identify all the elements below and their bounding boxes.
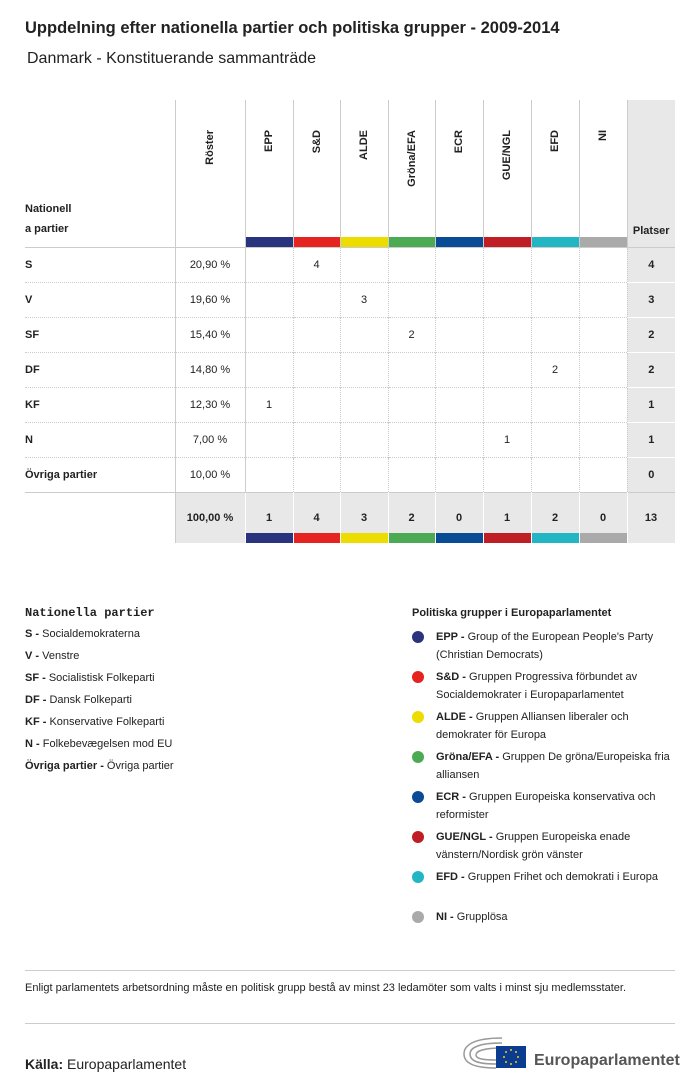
group-total-value: 0 bbox=[599, 512, 607, 524]
group-color-bar bbox=[436, 533, 483, 543]
group-seats bbox=[388, 423, 435, 458]
group-color-bar bbox=[484, 237, 531, 247]
header-group bbox=[340, 100, 388, 248]
legend-group-item bbox=[412, 868, 682, 908]
group-color-bar bbox=[389, 533, 435, 543]
total-seats: 2 bbox=[627, 353, 675, 388]
group-label: ALDE bbox=[358, 130, 370, 160]
legend-abbr: ALDE - bbox=[436, 711, 473, 723]
group-color-dot-icon bbox=[412, 751, 424, 763]
group-seats bbox=[435, 388, 483, 423]
legend-abbr: GUE/NGL - bbox=[436, 831, 493, 843]
group-seats bbox=[531, 248, 579, 283]
legend-group-item bbox=[412, 708, 682, 748]
legend-name: Gruppen Europeiska konservativa och reformister bbox=[436, 791, 656, 821]
group-seats bbox=[293, 423, 340, 458]
logo-text: Europaparlamentet bbox=[534, 1052, 680, 1069]
header-party bbox=[25, 100, 175, 248]
legend-party-item bbox=[25, 672, 174, 694]
legend-group-item bbox=[412, 668, 682, 708]
table-row bbox=[25, 248, 675, 283]
legend-groups-heading: Politiska grupper i Europaparlamentet bbox=[412, 607, 612, 619]
group-seats bbox=[293, 283, 340, 318]
legend-parties-heading: Nationella partier bbox=[25, 606, 155, 620]
page-title: Uppdelning efter nationella partier och politiska grupper - 2009-2014 bbox=[25, 19, 560, 37]
group-seats bbox=[340, 423, 388, 458]
legend-abbr: S&D - bbox=[436, 671, 466, 683]
legend-abbr: N - bbox=[25, 738, 40, 750]
group-color-dot-icon bbox=[412, 631, 424, 643]
group-total bbox=[579, 493, 627, 544]
legend-abbr: SF - bbox=[25, 672, 46, 684]
legend-party-item bbox=[25, 650, 174, 672]
header-party-label: Nationella partier bbox=[25, 203, 72, 235]
group-seats bbox=[245, 318, 293, 353]
legend-name: Gruppen Frihet och demokrati i Europa bbox=[467, 871, 658, 883]
group-total bbox=[340, 493, 388, 544]
group-label: GUE/NGL bbox=[501, 130, 513, 181]
party-name: V bbox=[25, 283, 175, 318]
group-color-dot-icon bbox=[412, 831, 424, 843]
seat-table bbox=[25, 100, 676, 543]
group-total bbox=[293, 493, 340, 544]
group-seats bbox=[293, 353, 340, 388]
group-label: Gröna/EFA bbox=[405, 130, 418, 187]
group-seats bbox=[531, 423, 579, 458]
group-color-dot-icon bbox=[412, 911, 424, 923]
header-group bbox=[483, 100, 531, 248]
group-color-dot-icon bbox=[412, 671, 424, 683]
legend-abbr: EFD - bbox=[436, 871, 465, 883]
header-votes bbox=[175, 100, 245, 248]
table-row bbox=[25, 283, 675, 318]
footnote: Enligt parlamentets arbetsordning måste en politisk grupp bestå av minst 23 ledamöter som valts i minst sju medlemsstater. bbox=[25, 970, 675, 1024]
legend-party-item bbox=[25, 628, 174, 650]
legend-abbr: Gröna/EFA - bbox=[436, 751, 500, 763]
group-seats bbox=[293, 458, 340, 493]
header-group bbox=[531, 100, 579, 248]
party-name: DF bbox=[25, 353, 175, 388]
group-total-value: 3 bbox=[360, 512, 368, 524]
vote-share: 12,30 % bbox=[175, 388, 245, 423]
group-total bbox=[483, 493, 531, 544]
header-group bbox=[579, 100, 627, 248]
vote-share: 7,00 % bbox=[175, 423, 245, 458]
group-seats bbox=[435, 283, 483, 318]
group-color-bar bbox=[294, 237, 340, 247]
table-row bbox=[25, 458, 675, 493]
group-seats bbox=[531, 388, 579, 423]
group-total-value: 4 bbox=[313, 512, 320, 524]
total-seats: 1 bbox=[627, 423, 675, 458]
group-color-bar bbox=[246, 237, 293, 247]
legend-party-item bbox=[25, 716, 174, 738]
party-name: SF bbox=[25, 318, 175, 353]
group-seats bbox=[435, 353, 483, 388]
legend-name: Gruppen Europeiska enade vänstern/Nordisk grön vänster bbox=[436, 831, 631, 861]
legend-name: Socialistisk Folkeparti bbox=[48, 672, 155, 684]
group-total-value: 2 bbox=[551, 512, 559, 524]
group-total-value: 1 bbox=[503, 512, 511, 524]
total-votes: 100,00 % bbox=[175, 493, 245, 544]
group-total bbox=[435, 493, 483, 544]
group-label: EFD bbox=[549, 130, 561, 152]
group-seats: 1 bbox=[483, 423, 531, 458]
legend-name: Gruppen Alliansen liberaler och demokrater för Europa bbox=[436, 711, 629, 741]
page-subtitle: Danmark - Konstituerande sammanträde bbox=[27, 50, 317, 67]
group-total-value: 0 bbox=[455, 512, 463, 524]
source bbox=[25, 1056, 186, 1072]
group-seats bbox=[388, 458, 435, 493]
header-group bbox=[388, 100, 435, 248]
group-seats bbox=[483, 318, 531, 353]
legend-party-item bbox=[25, 738, 174, 760]
legend-abbr: NI - bbox=[436, 911, 454, 923]
total-seats: 2 bbox=[627, 318, 675, 353]
group-color-bar bbox=[580, 237, 627, 247]
group-seats bbox=[579, 318, 627, 353]
group-seats: 3 bbox=[340, 283, 388, 318]
group-seats bbox=[435, 423, 483, 458]
vote-share: 19,60 % bbox=[175, 283, 245, 318]
group-seats bbox=[388, 248, 435, 283]
group-total-value: 2 bbox=[408, 512, 415, 524]
group-seats bbox=[579, 248, 627, 283]
legend-abbr: ECR - bbox=[436, 791, 466, 803]
group-seats bbox=[483, 283, 531, 318]
group-total bbox=[531, 493, 579, 544]
group-seats bbox=[340, 318, 388, 353]
legend-abbr: DF - bbox=[25, 694, 47, 706]
group-color-bar bbox=[436, 237, 483, 247]
group-seats bbox=[435, 458, 483, 493]
group-seats bbox=[579, 388, 627, 423]
legend-name: Socialdemokraterna bbox=[42, 628, 140, 640]
group-seats bbox=[245, 423, 293, 458]
party-name: S bbox=[25, 248, 175, 283]
group-label: ECR bbox=[453, 130, 465, 154]
group-seats bbox=[388, 353, 435, 388]
group-seats bbox=[245, 353, 293, 388]
group-seats bbox=[388, 283, 435, 318]
group-color-bar bbox=[341, 237, 388, 247]
group-seats bbox=[245, 248, 293, 283]
totals-blank bbox=[25, 493, 175, 544]
group-seats bbox=[483, 353, 531, 388]
group-seats bbox=[340, 388, 388, 423]
group-seats bbox=[340, 458, 388, 493]
header-votes-label: Röster bbox=[204, 130, 216, 165]
group-color-bar bbox=[341, 533, 388, 543]
group-label: NI bbox=[597, 130, 609, 141]
legend-name: Dansk Folkeparti bbox=[49, 694, 132, 706]
legend-name: Konservative Folkeparti bbox=[49, 716, 165, 728]
table-row bbox=[25, 353, 675, 388]
party-name: Övriga partier bbox=[25, 458, 175, 493]
group-seats bbox=[340, 248, 388, 283]
legend-abbr: KF - bbox=[25, 716, 47, 728]
vote-share: 20,90 % bbox=[175, 248, 245, 283]
legend-name: Grupplösa bbox=[456, 911, 508, 923]
group-seats bbox=[579, 283, 627, 318]
group-seats bbox=[531, 283, 579, 318]
legend-group-item bbox=[412, 788, 682, 828]
legend-party-item bbox=[25, 760, 174, 782]
vote-share: 15,40 % bbox=[175, 318, 245, 353]
group-seats bbox=[435, 318, 483, 353]
vote-share: 10,00 % bbox=[175, 458, 245, 493]
table-row bbox=[25, 388, 675, 423]
legend-group-item bbox=[412, 628, 682, 668]
legend-group-item bbox=[412, 828, 682, 868]
legend-name: Övriga partier bbox=[106, 760, 174, 772]
header-seats: Platser bbox=[627, 100, 675, 248]
party-name: N bbox=[25, 423, 175, 458]
group-color-bar bbox=[532, 237, 579, 247]
legend-name: Group of the European People's Party (Christian Democrats) bbox=[436, 631, 654, 661]
group-seats: 2 bbox=[388, 318, 435, 353]
group-seats bbox=[388, 388, 435, 423]
group-label: EPP bbox=[263, 130, 275, 153]
group-total-value: 1 bbox=[265, 512, 273, 524]
group-seats: 1 bbox=[245, 388, 293, 423]
legend-abbr: Övriga partier - bbox=[25, 760, 104, 772]
group-color-bar bbox=[532, 533, 579, 543]
group-color-dot-icon bbox=[412, 791, 424, 803]
group-seats: 2 bbox=[531, 353, 579, 388]
group-color-dot-icon bbox=[412, 871, 424, 883]
legend-party-item bbox=[25, 694, 174, 716]
table-row bbox=[25, 423, 675, 458]
group-color-bar bbox=[294, 533, 340, 543]
legend-name: Gruppen De gröna/Europeiska fria alliansen bbox=[436, 751, 670, 781]
group-seats bbox=[245, 458, 293, 493]
group-label: S&D bbox=[310, 130, 323, 154]
ep-logo bbox=[462, 1034, 680, 1070]
group-seats bbox=[531, 458, 579, 493]
group-seats bbox=[579, 423, 627, 458]
legend-abbr: S - bbox=[25, 628, 40, 640]
total-seats: 0 bbox=[627, 458, 675, 493]
group-seats bbox=[435, 248, 483, 283]
grand-total: 13 bbox=[627, 493, 675, 544]
legend-group-item bbox=[412, 748, 682, 788]
group-seats: 4 bbox=[293, 248, 340, 283]
party-name: KF bbox=[25, 388, 175, 423]
group-seats bbox=[483, 458, 531, 493]
group-seats bbox=[579, 353, 627, 388]
legend-abbr: V - bbox=[25, 650, 40, 662]
group-seats bbox=[483, 248, 531, 283]
group-seats bbox=[340, 353, 388, 388]
group-total bbox=[388, 493, 435, 544]
legend-abbr: EPP - bbox=[436, 631, 465, 643]
totals-row bbox=[25, 493, 675, 544]
legend-groups bbox=[412, 607, 682, 948]
group-seats bbox=[293, 388, 340, 423]
group-color-bar bbox=[484, 533, 531, 543]
legend-parties bbox=[25, 606, 174, 782]
legend-group-item bbox=[412, 908, 682, 948]
source-label: Källa: bbox=[25, 1056, 64, 1072]
total-seats: 3 bbox=[627, 283, 675, 318]
group-color-bar bbox=[389, 237, 435, 247]
group-color-bar bbox=[580, 533, 627, 543]
group-color-dot-icon bbox=[412, 711, 424, 723]
header-group bbox=[293, 100, 340, 248]
total-seats: 4 bbox=[627, 248, 675, 283]
table-row bbox=[25, 318, 675, 353]
group-seats bbox=[293, 318, 340, 353]
group-total bbox=[245, 493, 293, 544]
group-seats bbox=[579, 458, 627, 493]
legend-name: Venstre bbox=[42, 650, 80, 662]
parliament-logo-icon bbox=[462, 1034, 528, 1070]
group-seats bbox=[483, 388, 531, 423]
total-seats: 1 bbox=[627, 388, 675, 423]
source-value: Europaparlamentet bbox=[67, 1056, 187, 1072]
header-row bbox=[25, 100, 675, 248]
group-seats bbox=[245, 283, 293, 318]
group-seats bbox=[531, 318, 579, 353]
header-group bbox=[435, 100, 483, 248]
vote-share: 14,80 % bbox=[175, 353, 245, 388]
group-color-bar bbox=[246, 533, 293, 543]
legend-name: Folkebevægelsen mod EU bbox=[42, 738, 173, 750]
legend-name: Gruppen Progressiva förbundet av Socialdemokrater i Europaparlamentet bbox=[436, 671, 638, 701]
header-group bbox=[245, 100, 293, 248]
